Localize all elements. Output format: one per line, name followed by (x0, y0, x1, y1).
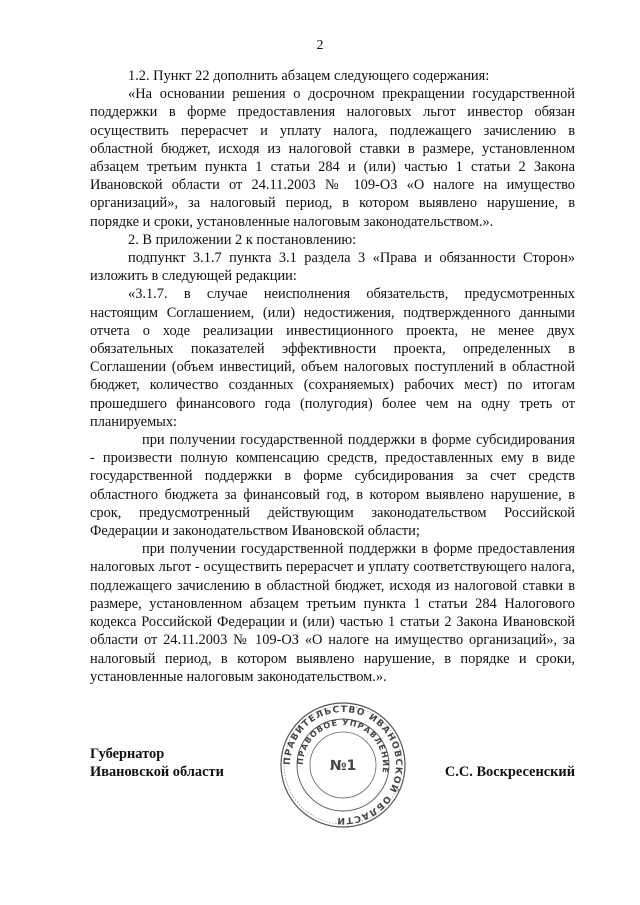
official-stamp (278, 700, 408, 830)
paragraph-6: при получении государственной поддержки в форме субсидирования - произвести полную компенсацию средств, предоставленных ему в виде государственной поддержки в форме субсидирования за счет средств областного бюджета за финансовый год, в котором выявлено нарушение, в срок, предусмотренный действующим законодательством Российской Федерации и законодательством Ивановской области; (90, 432, 575, 540)
paragraph-1: 1.2. Пункт 22 дополнить абзацем следующего содержания: (128, 68, 490, 84)
paragraph-7: при получении государственной поддержки в форме предоставления налоговых льгот - осуществить перерасчет и уплату соответствующего налога, подлежащего зачислению в областной бюджет, исходя из налоговой ставки в размере, установленном абзацем третьим пункта 1 статьи 284 Налогового кодекса Российской Федерации и (или) частью 1 статьи 2 Закона Ивановской области от 24.11.2003 № 109-ОЗ «О налоге на имущество организаций», за налоговый период, в котором выявлено нарушение, в порядке и сроки, установленные налоговым законодательством.». (90, 541, 575, 685)
paragraph-2: «На основании решения о досрочном прекращении государственной поддержки в форме предоставления налоговых льгот инвестор обязан осуществить перерасчет и уплату налога, подлежащего зачислению в областной бюджет, исходя из налоговой ставки в размере, установленном абзацем третьим пункта 1 статьи 284 и (или) частью 1 статьи 2 Закона Ивановской области от 24.11.2003 № 109-ОЗ «О налоге на имущество организаций», за налоговый период, в котором выявлено нарушение, в порядке и сроки, установленные налоговым законодательством.». (90, 86, 575, 230)
signatory-title-line2: Ивановской области (90, 764, 224, 781)
signatory-name: С.С. Воскресенский (444, 764, 575, 780)
document-body (90, 67, 575, 686)
paragraph-3: 2. В приложении 2 к постановлению: (128, 231, 357, 248)
stamp-outer-text: ПРАВИТЕЛЬСТВО ИВАНОВСКОЙ ОБЛАСТИ (282, 704, 404, 826)
signatory-title-line1: Губернатор (90, 746, 165, 762)
paragraph-4: подпункт 3.1.7 пункта 3.1 раздела 3 «Права и обязанности Сторон» изложить в следующей редакции: (90, 250, 575, 285)
stamp-inner-text: ПРАВОВОЕ УПРАВЛЕНИЕ (295, 717, 391, 775)
page-number: 2 (316, 38, 324, 53)
signatory-title (90, 745, 224, 781)
signature-block (90, 704, 575, 840)
stamp-center-text: №1 (329, 758, 357, 774)
paragraph-5: «3.1.7. в случае неисполнения обязательств, предусмотренных настоящим Соглашением, (или) недостижения, подтвержденного данными отчета о ходе реализации инвестиционного проекта, не менее двух обязательных показателей эффективности проекта, определенных в Соглашении (объем инвестиций, объем налоговых поступлений в областной бюджет, количество созданных (сохраняемых) рабочих мест) по итогам прошедшего финансового года (полугодия) более чем на одну треть от планируемых: (90, 286, 575, 430)
